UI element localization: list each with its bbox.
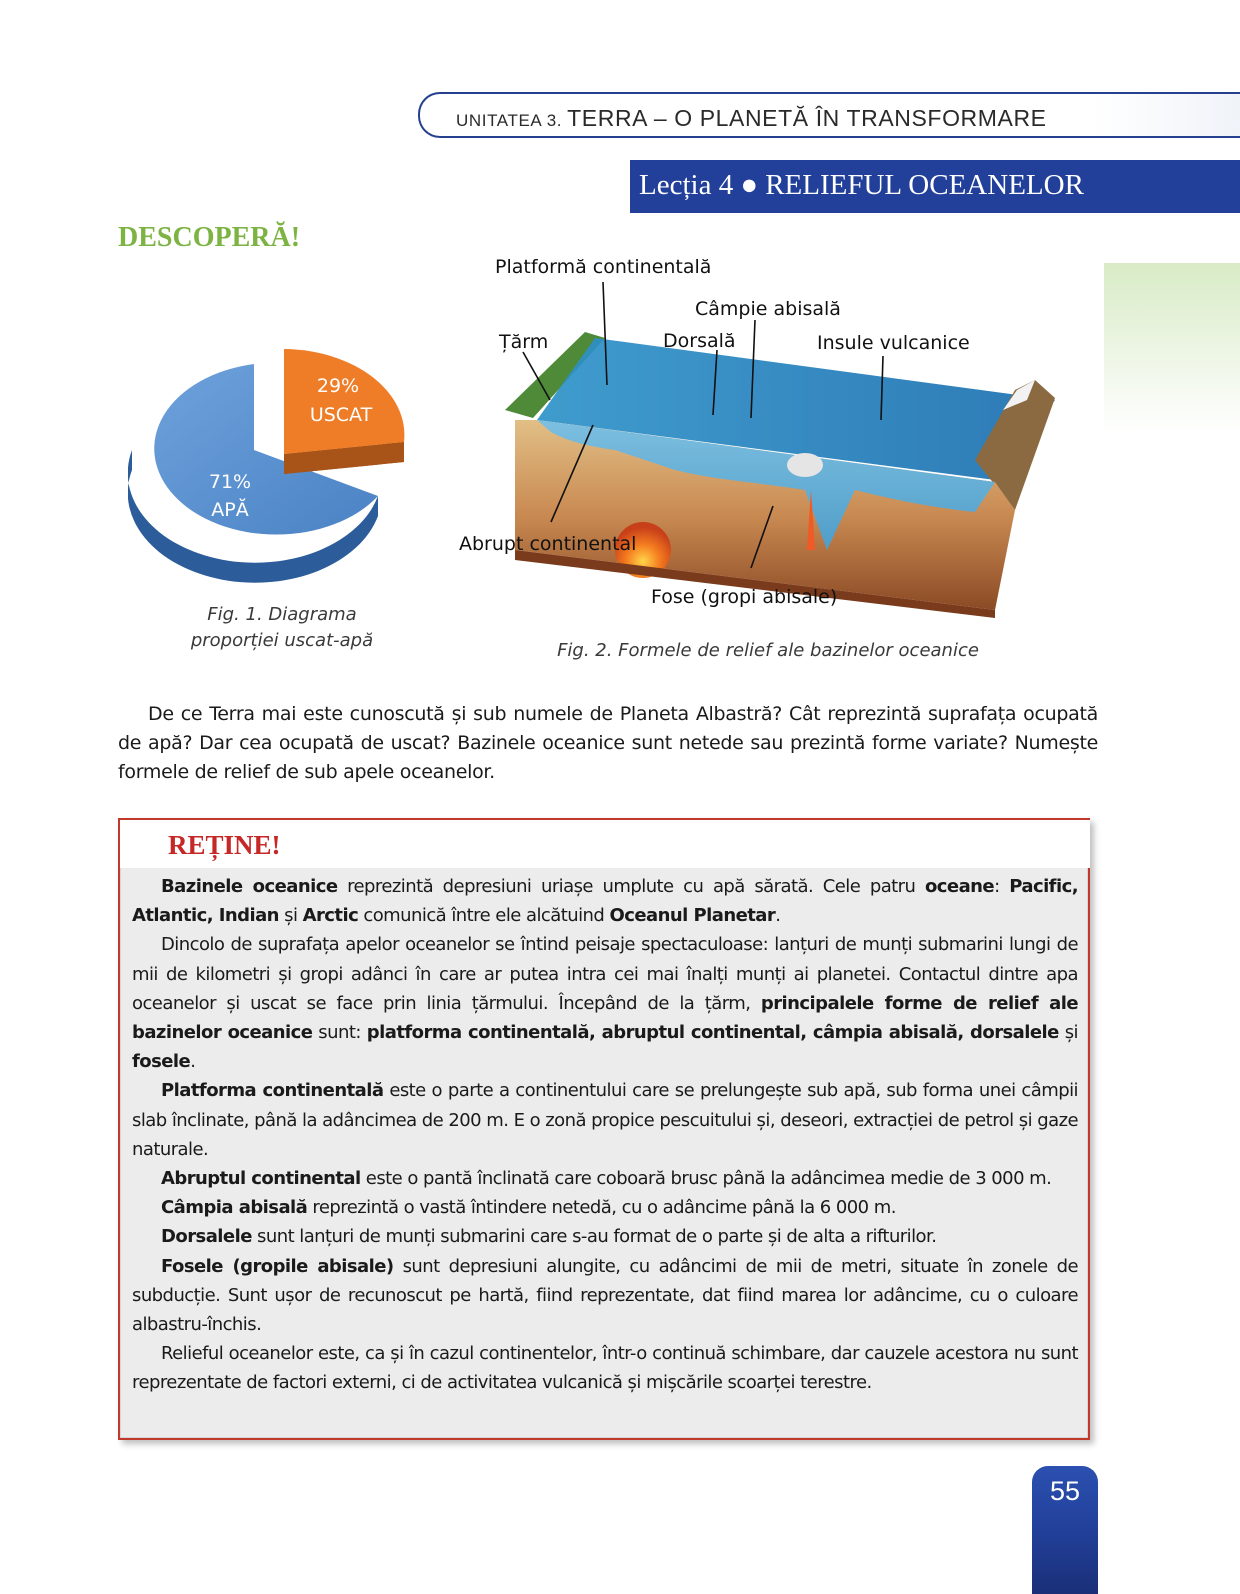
unit-title: TERRA – O PLANETĂ ÎN TRANSFORMARE bbox=[567, 105, 1047, 131]
lesson-title: Lecția 4 ● RELIEFUL OCEANELOR bbox=[639, 169, 1084, 201]
retine-paragraph-3: Platforma continentală este o parte a continentului care se prelungește sub apă, sub forma unei câmpii slab înclinate, până la adâncimea de 200 m. E o zonă propice pescuitului și, deseori, extracției de petrol și gaze naturale. bbox=[132, 1080, 1078, 1160]
land-pct: 29% bbox=[316, 375, 360, 397]
retine-title: REȚINE! bbox=[168, 830, 281, 860]
page-number-tab bbox=[1032, 1466, 1098, 1594]
fig1-caption: Fig. 1. Diagrama proporției uscat-apă bbox=[190, 604, 374, 651]
intro-paragraph: De ce Terra mai este cunoscută și sub numele de Planeta Albastră? Cât reprezintă suprafața ocupată de apă? Dar cea ocupată de uscat? Bazinele oceanice sunt netede sau prezintă forme variate? Numește formele de relief de sub apele oceanelor. bbox=[118, 703, 1098, 783]
retine-paragraph-8: Relieful oceanelor este, ca și în cazul continentelor, într-o continuă schimbare, dar cauzele acestora nu sunt reprezentate de factori externi, ci de activitatea vulcanică și mișcările scoarței terestre. bbox=[132, 1343, 1078, 1394]
retine-body bbox=[132, 872, 1078, 1398]
land-water-pie-chart bbox=[128, 340, 428, 590]
unit-prefix: UNITATEA 3. bbox=[456, 111, 563, 130]
retine-paragraph-7: Fosele (gropile abisale) sunt depresiuni alungite, cu adâncimi de mii de metri, situate în zonele de subducție. Sunt ușor de recunoscut pe hartă, fiind reprezentate, dat fiind marea lor adâncime, cu o culoare albastru-închis. bbox=[132, 1255, 1078, 1336]
label-tarm: Țărm bbox=[499, 331, 549, 353]
label-insule: Insule vulcanice bbox=[817, 332, 970, 354]
water-pct: 71% bbox=[208, 471, 252, 493]
label-campie: Câmpie abisală bbox=[695, 298, 841, 320]
retine-box bbox=[118, 818, 1090, 1440]
ocean-relief-diagram bbox=[455, 250, 1095, 620]
land-slice bbox=[284, 349, 404, 454]
label-dorsala: Dorsală bbox=[663, 330, 736, 352]
retine-paragraph-2: Dincolo de suprafața apelor oceanelor se întind peisaje spectaculoase: lanțuri de munți submarini lungi de mii de kilometri și gropi adânci în care ar putea intra cei mai înalți munți ai planetei. Contactul dintre apa oceanelor și uscat se face prin linia țărmului. Începând de la țărm, principalele forme de relief ale bazinelor oceanice sunt: platforma continentală, abruptul continental, câmpia abisală, dorsalele și fosele. bbox=[132, 934, 1079, 1073]
retine-paragraph-6: Dorsalele sunt lanțuri de munți submarini care s-au format de o parte și de alta a rifturilor. bbox=[161, 1226, 937, 1248]
label-platforma: Platformă continentală bbox=[495, 256, 712, 278]
retine-paragraph-4: Abruptul continental este o pantă înclinată care coboară brusc până la adâncimea medie de 3 000 m. bbox=[161, 1168, 1052, 1190]
unit-header bbox=[418, 92, 1240, 138]
label-abrupt: Abrupt continental bbox=[459, 533, 637, 555]
label-fose: Fose (gropi abisale) bbox=[651, 586, 838, 608]
section-title: DESCOPERĂ! bbox=[118, 222, 301, 253]
retine-paragraph-5: Câmpia abisală reprezintă o vastă întindere netedă, cu o adâncime până la 6 000 m. bbox=[161, 1197, 896, 1219]
page-number: 55 bbox=[1049, 1476, 1081, 1506]
lesson-bar bbox=[630, 160, 1240, 213]
water-label: APĂ bbox=[211, 499, 249, 521]
fig2-caption: Fig. 2. Formele de relief ale bazinelor oceanice bbox=[557, 640, 979, 661]
land-label: USCAT bbox=[309, 404, 373, 426]
side-tab-decoration bbox=[1104, 263, 1240, 433]
retine-paragraph-1: Bazinele oceanice reprezintă depresiuni uriașe umplute cu apă sărată. Cele patru oceane: Pacific, Atlantic, Indian și Arctic comunică între ele alcătuind Oceanul Planetar. bbox=[132, 876, 1078, 927]
